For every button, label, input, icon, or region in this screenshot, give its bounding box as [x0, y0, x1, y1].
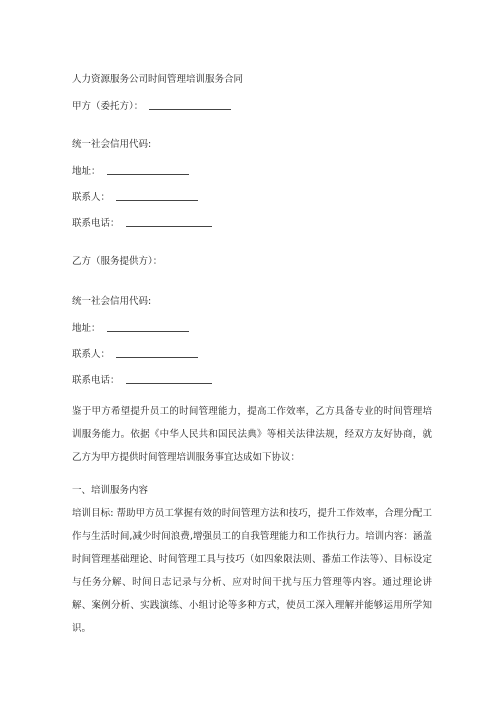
party-a-credit-code: 统一社会信用代码:: [72, 139, 152, 150]
party-b-phone-blank[interactable]: [126, 373, 212, 384]
party-a-address-row: [72, 164, 189, 178]
party-b-phone-label: 联系电话：: [72, 375, 120, 386]
party-a-phone-blank[interactable]: [126, 216, 212, 227]
party-a-address-label: 地址：: [72, 166, 101, 177]
section-1-body: 培训目标: 帮助甲方员工掌握有效的时间管理方法和技巧，提升工作效率，合理分配工作与生活时间,减少时间浪费,增强员工的自我管理能力和工作执行力。培训内容：涵盖时间管理基础理论、时间管理工具与技巧（如四象限法则、番茄工作法等）、目标设定与任务分解、时间日志记录与分析、应对时间干扰与压力管理等内容。通过理论讲解、案例分析、实践演练、小组讨论等多种方式，使员工深入理解并能够运用所学知识。: [72, 508, 432, 634]
party-a-row: [72, 99, 231, 113]
party-b-address-row: [72, 321, 189, 335]
party-b-contact-blank[interactable]: [116, 347, 198, 358]
contract-title: 人力资源服务公司时间管理培训服务合同: [72, 74, 244, 85]
party-a-address-blank[interactable]: [107, 164, 189, 175]
party-a-label: 甲方（委托方）：: [72, 101, 144, 112]
party-b-phone-row: [72, 373, 212, 387]
party-b-contact-row: [72, 347, 198, 361]
party-b-credit-code: 统一社会信用代码:: [72, 296, 152, 307]
party-b-address-label: 地址：: [72, 323, 101, 334]
party-a-contact-label: 联系人：: [72, 192, 111, 203]
party-a-phone-label: 联系电话：: [72, 218, 120, 229]
party-a-contact-row: [72, 190, 198, 204]
party-a-contact-blank[interactable]: [116, 190, 198, 201]
party-a-phone-row: [72, 216, 212, 230]
preamble-paragraph: 鉴于甲方希望提升员工的时间管理能力，提高工作效率，乙方具备专业的时间管理培训服务能力。依据《中华人民共和国民法典》等相关法律法规，经双方友好协商，就乙方为甲方提供时间管理培训服务事宜达成如下协议：: [72, 406, 432, 463]
party-b-contact-label: 联系人：: [72, 349, 111, 360]
party-a-blank[interactable]: [149, 99, 231, 110]
section-1-heading: 一、培训服务内容: [72, 485, 149, 496]
party-b-address-blank[interactable]: [107, 321, 189, 332]
party-b-label: 乙方（服务提供方）：: [72, 256, 163, 267]
